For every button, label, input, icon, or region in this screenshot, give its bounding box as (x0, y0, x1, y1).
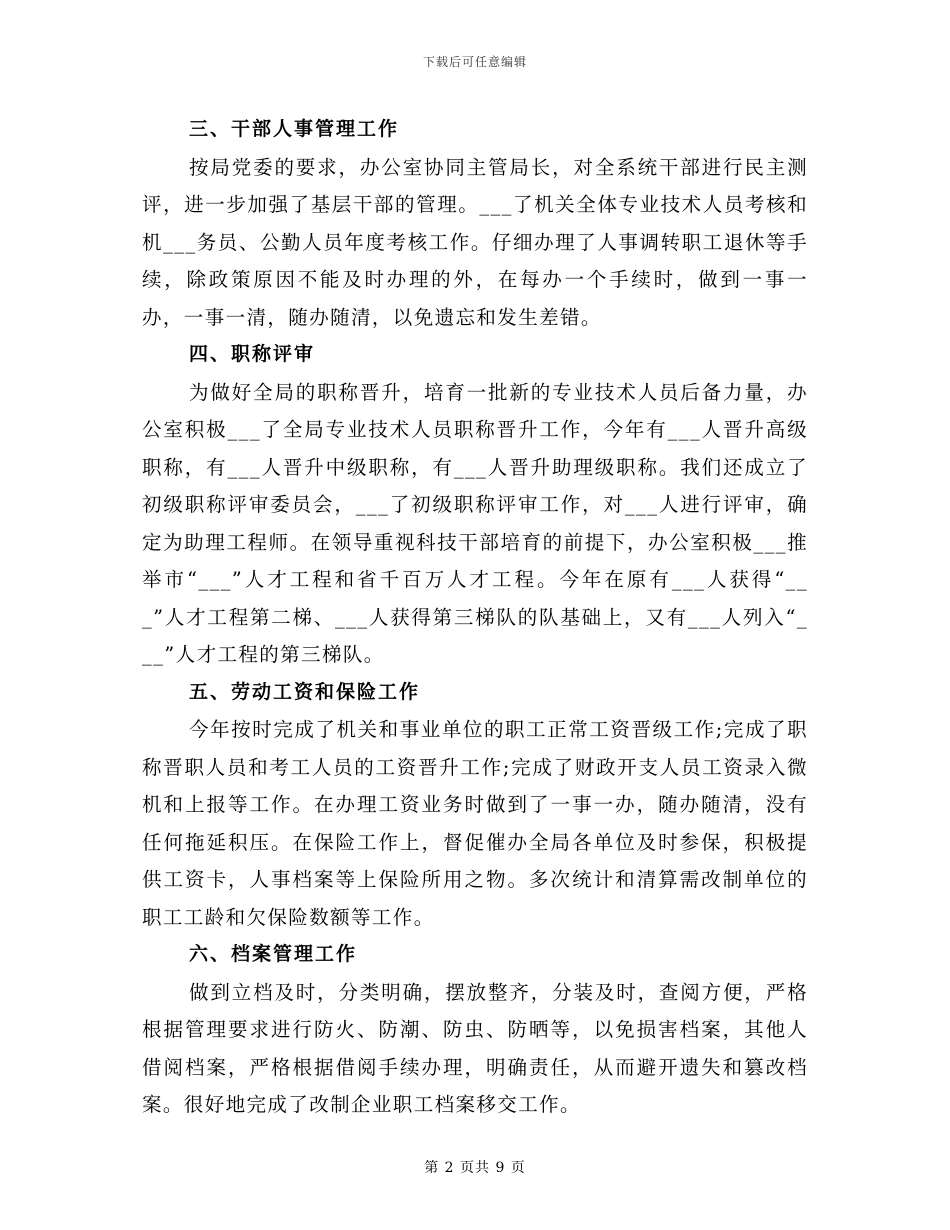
section-wages-insurance (142, 674, 808, 937)
section-title-review (142, 336, 808, 674)
section-heading: 五、劳动工资和保险工作 (189, 680, 421, 703)
section-archive-management (142, 936, 808, 1124)
section-paragraph: 做到立档及时，分类明确，摆放整齐，分装及时，查阅方便，严格根据管理要求进行防火、防潮、防虫、防晒等，以免损害档案，其他人借阅档案，严格根据借阅手续办理，明确责任，从而避开遗失和篡改档案。很好地完成了改制企业职工档案移交工作。 (142, 980, 808, 1116)
section-paragraph: 按局党委的要求，办公室协同主管局长，对全系统干部进行民主测评，进一步加强了基层干部的管理。___了机关全体专业技术人员考核和机___务员、公勤人员年度考核工作。仔细办理了人事调转职工退休等手续，除政策原因不能及时办理的外，在每办一个手续时，做到一事一办，一事一清，随办随清，以免遗忘和发生差错。 (142, 155, 808, 329)
page-number: 第 2 页共 9 页 (424, 1160, 526, 1176)
section-paragraph: 今年按时完成了机关和事业单位的职工正常工资晋级工作;完成了职称晋职人员和考工人员的工资晋升工作;完成了财政开支人员工资录入微机和上报等工作。在办理工资业务时做到了一事一办，随办随清，没有任何拖延积压。在保险工作上，督促催办全局各单位及时参保，积极提供工资卡，人事档案等上保险所用之物。多次统计和清算需改制单位的职工工龄和欠保险数额等工作。 (142, 718, 808, 929)
section-heading: 三、干部人事管理工作 (189, 118, 400, 140)
section-paragraph: 为做好全局的职称晋升，培育一批新的专业技术人员后备力量，办公室积极___了全局专业技术人员职称晋升工作，今年有___人晋升高级职称，有___人晋升中级职称，有___人晋升助理级职称。我们还成立了初级职称评审委员会，___了初级职称评审工作，对___人进行评审，确定为助理工程师。在领导重视科技干部培育的前提下，办公室积极___推举市“___”人才工程和省千百万人才工程。今年在原有___人获得“___”人才工程第二梯、___人获得第三梯队的队基础上，又有___人列入“___”人才工程的第三梯队。 (142, 380, 808, 666)
section-cadre-personnel (142, 111, 808, 336)
section-heading: 四、职称评审 (189, 343, 316, 365)
header-note: 下载后可任意编辑 (422, 55, 527, 69)
section-heading: 六、档案管理工作 (189, 943, 358, 965)
document-body (142, 111, 808, 1124)
